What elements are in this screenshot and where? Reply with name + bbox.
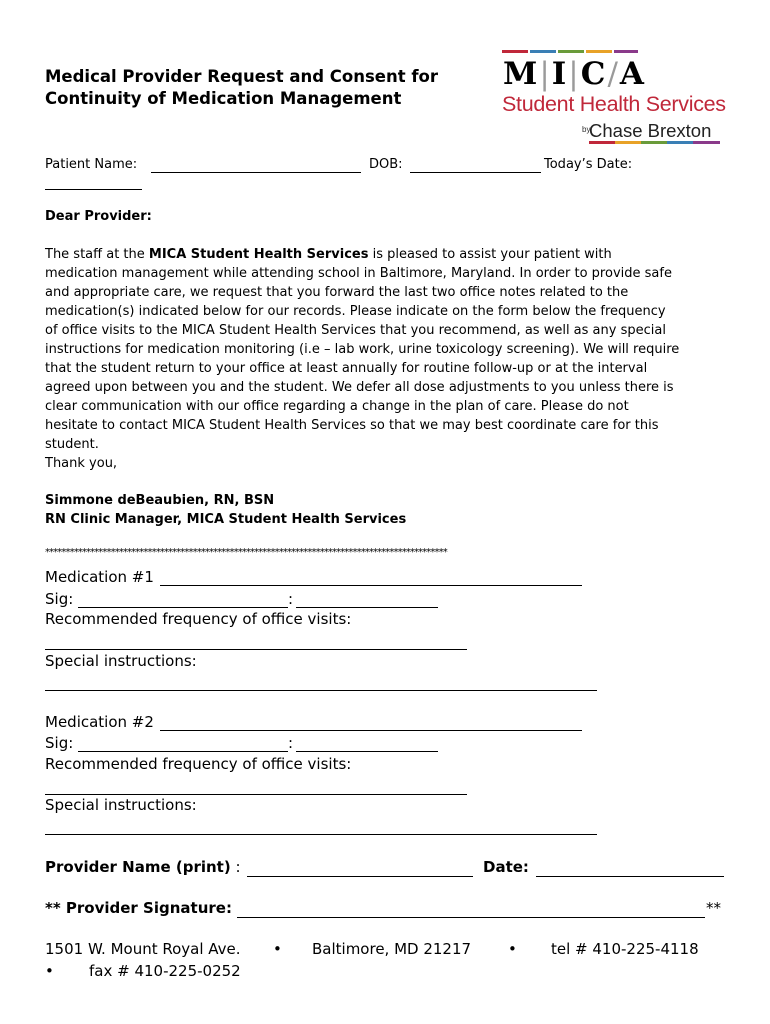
provider-signature-field[interactable]	[237, 917, 705, 918]
dob-label: DOB:	[369, 157, 403, 172]
frequency-1-field[interactable]	[45, 649, 467, 650]
title-line-2: Continuity of Medication Management	[45, 89, 402, 108]
letter-line: and appropriate care, we request that you forward the last two office notes related to the	[45, 285, 629, 300]
logo-mica-wordmark: M|I|C/A	[503, 56, 645, 92]
footer-bullet: •	[45, 962, 54, 980]
partner-color-bar	[589, 141, 720, 144]
footer-city: Baltimore, MD 21217	[312, 940, 472, 958]
medication-2-field[interactable]	[160, 730, 582, 731]
instructions-1-label: Special instructions:	[45, 652, 197, 670]
mica-logo	[502, 50, 724, 146]
letter-line: clear communication with our office regarding a change in the plan of care. Please do not	[45, 399, 629, 414]
provider-name-field[interactable]	[247, 876, 473, 877]
footer-address: 1501 W. Mount Royal Ave.	[45, 940, 241, 958]
letter-line: student.	[45, 437, 99, 452]
letter-line: that the student return to your office at least annually for routine follow-up or at the interval	[45, 361, 648, 376]
letter-line: medication management while attending school in Baltimore, Maryland. In order to provide safe	[45, 266, 672, 281]
signature-suffix: **	[706, 899, 721, 917]
sig-2-dose-field[interactable]	[78, 751, 288, 752]
sig-2-label: Sig:	[45, 734, 74, 752]
provider-signature-label: ** Provider Signature:	[45, 899, 232, 917]
sig-1-frequency-field[interactable]	[296, 607, 438, 608]
footer-bullet: •	[508, 940, 517, 958]
today-date-label: Today’s Date:	[544, 157, 633, 172]
separator-asterisks: **************************************************************************************************	[45, 547, 447, 558]
sig-1-colon: :	[288, 590, 294, 608]
title-line-1: Medical Provider Request and Consent for	[45, 67, 439, 86]
instructions-1-field[interactable]	[45, 690, 597, 691]
letter-line: instructions for medication monitoring (i.e – lab work, urine toxicology screening). We will require	[45, 342, 680, 357]
salutation: Dear Provider:	[45, 209, 152, 224]
patient-name-field[interactable]	[151, 172, 361, 173]
logo-subtitle: Student Health Services	[502, 92, 726, 116]
letter-line: agreed upon between you and the student. We defer all dose adjustments to you unless there is	[45, 380, 674, 395]
footer-bullet: •	[273, 940, 282, 958]
letter-line: of office visits to the MICA Student Health Services that you recommend, as well as any special	[45, 323, 666, 338]
today-date-field[interactable]	[45, 189, 142, 190]
letter-line: medication(s) indicated below for our records. Please indicate on the form below the frequency	[45, 304, 666, 319]
logo-color-bar	[502, 50, 638, 53]
frequency-1-label: Recommended frequency of office visits:	[45, 610, 352, 628]
letter-intro-line: The staff at the MICA Student Health Services is pleased to assist your patient with	[45, 247, 612, 262]
mica-shs-bold: MICA Student Health Services	[148, 247, 369, 262]
date-label: Date:	[483, 858, 529, 876]
sig-2-colon: :	[288, 734, 294, 752]
dob-field[interactable]	[410, 172, 541, 173]
date-field[interactable]	[536, 876, 724, 877]
letter-line: hesitate to contact MICA Student Health Services so that we may best coordinate care for this	[45, 418, 659, 433]
sig-2-frequency-field[interactable]	[296, 751, 438, 752]
footer-tel: tel # 410-225-4118	[551, 940, 699, 958]
signer-role: RN Clinic Manager, MICA Student Health Services	[45, 512, 407, 527]
document-title	[45, 66, 438, 110]
patient-name-label: Patient Name:	[45, 157, 138, 172]
footer-fax: fax # 410-225-0252	[89, 962, 241, 980]
logo-by: by	[582, 125, 591, 134]
medication-2-label: Medication #2	[45, 713, 154, 731]
sig-1-label: Sig:	[45, 590, 74, 608]
provider-name-line: Provider Name (print) :	[45, 858, 241, 876]
letter-closing: Thank you,	[45, 456, 118, 471]
medication-1-field[interactable]	[160, 585, 582, 586]
signer-name: Simmone deBeaubien, RN, BSN	[45, 493, 275, 508]
letter-body	[45, 245, 735, 473]
provider-name-label: Provider Name (print)	[45, 858, 231, 876]
instructions-2-field[interactable]	[45, 834, 597, 835]
frequency-2-label: Recommended frequency of office visits:	[45, 755, 352, 773]
medication-1-label: Medication #1	[45, 568, 154, 586]
patient-info-line	[45, 155, 137, 174]
instructions-2-label: Special instructions:	[45, 796, 197, 814]
sig-1-dose-field[interactable]	[78, 607, 288, 608]
logo-partner: Chase Brexton	[589, 120, 712, 141]
